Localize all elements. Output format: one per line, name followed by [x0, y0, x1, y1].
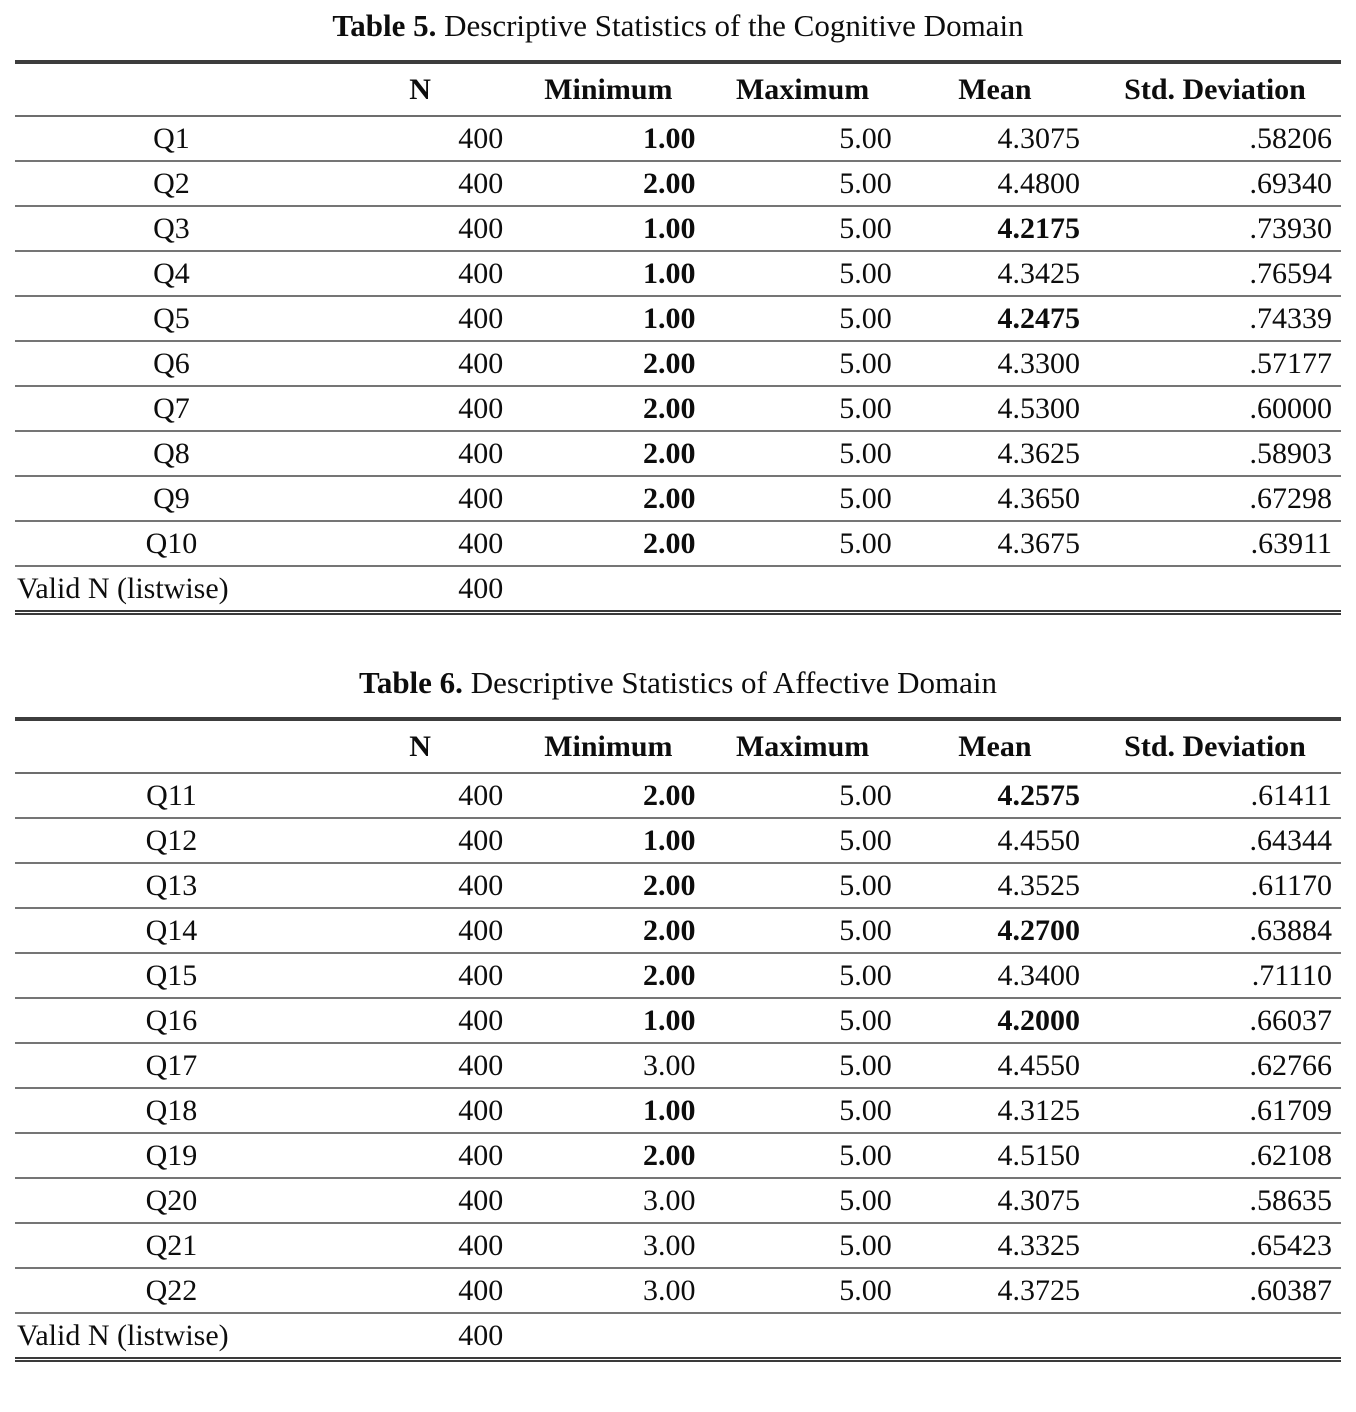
empty-cell [512, 566, 704, 613]
maximum-value: 5.00 [705, 1043, 901, 1088]
column-header-minimum: Minimum [512, 719, 704, 773]
table-row [15, 251, 1341, 296]
n-value: 400 [328, 998, 512, 1043]
std-deviation-value: .57177 [1089, 341, 1341, 386]
maximum-value: 5.00 [705, 773, 901, 818]
table5-block [15, 6, 1341, 615]
empty-cell [901, 1313, 1089, 1360]
n-value: 400 [328, 863, 512, 908]
table-row [15, 116, 1341, 161]
table-row [15, 1268, 1341, 1313]
row-label: Q5 [15, 296, 328, 341]
minimum-value: 3.00 [512, 1268, 704, 1313]
minimum-value: 2.00 [512, 953, 704, 998]
table-row [15, 1043, 1341, 1088]
empty-cell [901, 566, 1089, 613]
std-deviation-value: .61709 [1089, 1088, 1341, 1133]
table6-title-text: Descriptive Statistics of Affective Domain [462, 665, 997, 700]
table5-title-label: Table 5. [332, 8, 437, 43]
maximum-value: 5.00 [705, 1088, 901, 1133]
row-label: Q9 [15, 476, 328, 521]
mean-value: 4.3425 [901, 251, 1089, 296]
minimum-value: 2.00 [512, 773, 704, 818]
n-value: 400 [328, 251, 512, 296]
column-header-n: N [328, 62, 512, 116]
mean-value: 4.3075 [901, 1178, 1089, 1223]
row-label: Q19 [15, 1133, 328, 1178]
mean-value: 4.2000 [901, 998, 1089, 1043]
maximum-value: 5.00 [705, 818, 901, 863]
std-deviation-value: .74339 [1089, 296, 1341, 341]
table-row [15, 206, 1341, 251]
column-header-minimum: Minimum [512, 62, 704, 116]
minimum-value: 3.00 [512, 1043, 704, 1088]
maximum-value: 5.00 [705, 251, 901, 296]
mean-value: 4.3725 [901, 1268, 1089, 1313]
maximum-value: 5.00 [705, 1133, 901, 1178]
valid-n-label: Valid N (listwise) [15, 1313, 328, 1360]
std-deviation-value: .60387 [1089, 1268, 1341, 1313]
maximum-value: 5.00 [705, 206, 901, 251]
table-row [15, 296, 1341, 341]
row-label: Q2 [15, 161, 328, 206]
maximum-value: 5.00 [705, 521, 901, 566]
std-deviation-value: .76594 [1089, 251, 1341, 296]
maximum-value: 5.00 [705, 341, 901, 386]
header-row [15, 719, 1341, 773]
maximum-value: 5.00 [705, 908, 901, 953]
table-row [15, 341, 1341, 386]
minimum-value: 1.00 [512, 818, 704, 863]
table5-title-text: Descriptive Statistics of the Cognitive Domain [436, 8, 1024, 43]
n-value: 400 [328, 1223, 512, 1268]
std-deviation-value: .60000 [1089, 386, 1341, 431]
minimum-value: 2.00 [512, 161, 704, 206]
minimum-value: 2.00 [512, 476, 704, 521]
table-row [15, 431, 1341, 476]
table5-title [15, 6, 1341, 46]
mean-value: 4.5150 [901, 1133, 1089, 1178]
valid-n-value: 400 [328, 1313, 512, 1360]
n-value: 400 [328, 773, 512, 818]
table-row [15, 521, 1341, 566]
minimum-value: 2.00 [512, 341, 704, 386]
table-row [15, 1133, 1341, 1178]
mean-value: 4.3525 [901, 863, 1089, 908]
valid-n-row [15, 1313, 1341, 1360]
affective-domain-table [15, 717, 1341, 1362]
maximum-value: 5.00 [705, 953, 901, 998]
mean-value: 4.2175 [901, 206, 1089, 251]
maximum-value: 5.00 [705, 1223, 901, 1268]
valid-n-label: Valid N (listwise) [15, 566, 328, 613]
std-deviation-value: .58903 [1089, 431, 1341, 476]
row-label: Q7 [15, 386, 328, 431]
row-label: Q12 [15, 818, 328, 863]
column-header-row-label [15, 719, 328, 773]
maximum-value: 5.00 [705, 476, 901, 521]
n-value: 400 [328, 476, 512, 521]
n-value: 400 [328, 206, 512, 251]
row-label: Q6 [15, 341, 328, 386]
mean-value: 4.4800 [901, 161, 1089, 206]
row-label: Q18 [15, 1088, 328, 1133]
n-value: 400 [328, 161, 512, 206]
std-deviation-value: .62766 [1089, 1043, 1341, 1088]
minimum-value: 1.00 [512, 116, 704, 161]
column-header-maximum: Maximum [705, 719, 901, 773]
mean-value: 4.3675 [901, 521, 1089, 566]
table-row [15, 476, 1341, 521]
empty-cell [1089, 566, 1341, 613]
std-deviation-value: .63911 [1089, 521, 1341, 566]
n-value: 400 [328, 1268, 512, 1313]
column-header-std-deviation: Std. Deviation [1089, 62, 1341, 116]
row-label: Q8 [15, 431, 328, 476]
maximum-value: 5.00 [705, 116, 901, 161]
mean-value: 4.3300 [901, 341, 1089, 386]
n-value: 400 [328, 818, 512, 863]
column-header-row-label [15, 62, 328, 116]
minimum-value: 3.00 [512, 1223, 704, 1268]
maximum-value: 5.00 [705, 1268, 901, 1313]
table6-title [15, 663, 1341, 703]
column-header-n: N [328, 719, 512, 773]
std-deviation-value: .66037 [1089, 998, 1341, 1043]
empty-cell [705, 566, 901, 613]
n-value: 400 [328, 1178, 512, 1223]
row-label: Q20 [15, 1178, 328, 1223]
minimum-value: 1.00 [512, 1088, 704, 1133]
std-deviation-value: .71110 [1089, 953, 1341, 998]
row-label: Q15 [15, 953, 328, 998]
n-value: 400 [328, 1088, 512, 1133]
std-deviation-value: .64344 [1089, 818, 1341, 863]
std-deviation-value: .73930 [1089, 206, 1341, 251]
row-label: Q22 [15, 1268, 328, 1313]
std-deviation-value: .65423 [1089, 1223, 1341, 1268]
minimum-value: 2.00 [512, 1133, 704, 1178]
std-deviation-value: .67298 [1089, 476, 1341, 521]
maximum-value: 5.00 [705, 998, 901, 1043]
table-row [15, 1088, 1341, 1133]
minimum-value: 1.00 [512, 296, 704, 341]
minimum-value: 2.00 [512, 863, 704, 908]
n-value: 400 [328, 341, 512, 386]
table-row [15, 386, 1341, 431]
n-value: 400 [328, 953, 512, 998]
table6-block [15, 663, 1341, 1362]
n-value: 400 [328, 1043, 512, 1088]
table-row [15, 998, 1341, 1043]
mean-value: 4.2700 [901, 908, 1089, 953]
valid-n-row [15, 566, 1341, 613]
table-row [15, 863, 1341, 908]
minimum-value: 1.00 [512, 206, 704, 251]
mean-value: 4.3625 [901, 431, 1089, 476]
maximum-value: 5.00 [705, 431, 901, 476]
table-row [15, 1223, 1341, 1268]
column-header-maximum: Maximum [705, 62, 901, 116]
mean-value: 4.3125 [901, 1088, 1089, 1133]
mean-value: 4.5300 [901, 386, 1089, 431]
table-row [15, 1178, 1341, 1223]
std-deviation-value: .63884 [1089, 908, 1341, 953]
std-deviation-value: .58635 [1089, 1178, 1341, 1223]
mean-value: 4.3650 [901, 476, 1089, 521]
table-row [15, 818, 1341, 863]
row-label: Q17 [15, 1043, 328, 1088]
minimum-value: 2.00 [512, 521, 704, 566]
mean-value: 4.4550 [901, 818, 1089, 863]
std-deviation-value: .62108 [1089, 1133, 1341, 1178]
maximum-value: 5.00 [705, 863, 901, 908]
minimum-value: 2.00 [512, 386, 704, 431]
mean-value: 4.3075 [901, 116, 1089, 161]
empty-cell [1089, 1313, 1341, 1360]
maximum-value: 5.00 [705, 296, 901, 341]
row-label: Q16 [15, 998, 328, 1043]
std-deviation-value: .61411 [1089, 773, 1341, 818]
valid-n-value: 400 [328, 566, 512, 613]
minimum-value: 2.00 [512, 908, 704, 953]
row-label: Q3 [15, 206, 328, 251]
table-row [15, 953, 1341, 998]
row-label: Q10 [15, 521, 328, 566]
column-header-std-deviation: Std. Deviation [1089, 719, 1341, 773]
n-value: 400 [328, 116, 512, 161]
std-deviation-value: .61170 [1089, 863, 1341, 908]
minimum-value: 2.00 [512, 431, 704, 476]
maximum-value: 5.00 [705, 386, 901, 431]
n-value: 400 [328, 908, 512, 953]
column-header-mean: Mean [901, 719, 1089, 773]
std-deviation-value: .69340 [1089, 161, 1341, 206]
mean-value: 4.2475 [901, 296, 1089, 341]
mean-value: 4.2575 [901, 773, 1089, 818]
maximum-value: 5.00 [705, 1178, 901, 1223]
column-header-mean: Mean [901, 62, 1089, 116]
mean-value: 4.4550 [901, 1043, 1089, 1088]
cognitive-domain-table [15, 60, 1341, 615]
empty-cell [705, 1313, 901, 1360]
n-value: 400 [328, 431, 512, 476]
row-label: Q1 [15, 116, 328, 161]
n-value: 400 [328, 521, 512, 566]
minimum-value: 1.00 [512, 998, 704, 1043]
n-value: 400 [328, 296, 512, 341]
empty-cell [512, 1313, 704, 1360]
std-deviation-value: .58206 [1089, 116, 1341, 161]
table-row [15, 161, 1341, 206]
row-label: Q11 [15, 773, 328, 818]
maximum-value: 5.00 [705, 161, 901, 206]
table6-title-label: Table 6. [358, 665, 463, 700]
minimum-value: 3.00 [512, 1178, 704, 1223]
row-label: Q4 [15, 251, 328, 296]
row-label: Q21 [15, 1223, 328, 1268]
row-label: Q13 [15, 863, 328, 908]
header-row [15, 62, 1341, 116]
row-label: Q14 [15, 908, 328, 953]
n-value: 400 [328, 386, 512, 431]
table-row [15, 908, 1341, 953]
mean-value: 4.3325 [901, 1223, 1089, 1268]
n-value: 400 [328, 1133, 512, 1178]
minimum-value: 1.00 [512, 251, 704, 296]
table-row [15, 773, 1341, 818]
mean-value: 4.3400 [901, 953, 1089, 998]
